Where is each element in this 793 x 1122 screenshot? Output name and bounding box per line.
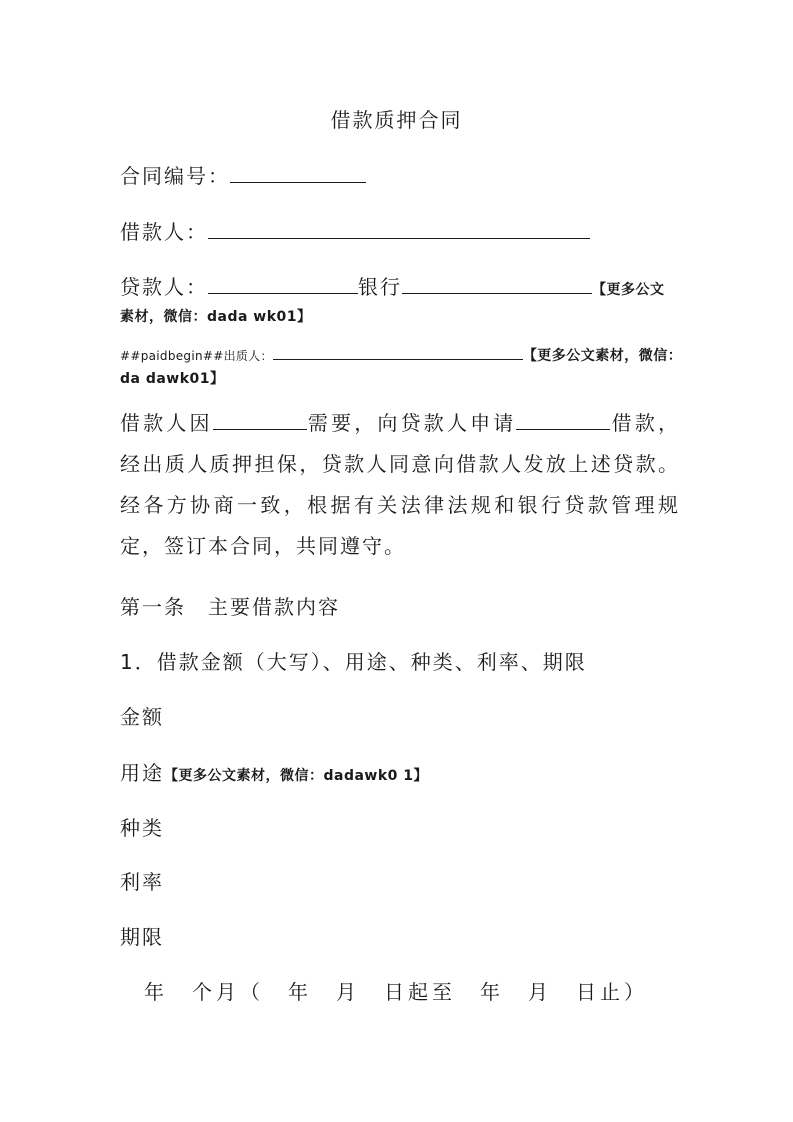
purpose-blank bbox=[213, 409, 307, 430]
lender-blank bbox=[208, 273, 358, 294]
article-1-heading: 第一条 主要借款内容 bbox=[120, 595, 340, 619]
bank-blank bbox=[402, 273, 592, 294]
pledger-row bbox=[120, 345, 682, 365]
contract-number-row bbox=[120, 160, 366, 189]
promo-note-2a: 【更多公文素材，微信： bbox=[522, 348, 683, 364]
loan-amount-blank bbox=[516, 409, 610, 430]
lender-row bbox=[120, 271, 665, 300]
borrower-label: 借款人： bbox=[120, 220, 208, 244]
bank-label: 银行 bbox=[358, 275, 402, 299]
promo-note-2b: da dawk01】 bbox=[120, 371, 225, 387]
intro-text-3: 借款，经出质人质押担保，贷款人同意向借款人发放上述贷款。经各方协商一致，根据有关法律法规和银行贷款管理规定，签订本合同，共同遵守。 bbox=[120, 411, 681, 558]
pledger-label: ##paidbegin##出质人： bbox=[120, 349, 273, 363]
type-label: 种类 bbox=[120, 816, 164, 840]
promo-note-3: 【更多公文素材，微信：dadawk0 1】 bbox=[164, 768, 429, 784]
promo-note-1a: 【更多公文 bbox=[592, 282, 665, 298]
intro-text-2: 需要，向贷款人申请 bbox=[306, 411, 517, 435]
contract-number-label: 合同编号： bbox=[120, 164, 230, 188]
document-title: 借款质押合同 bbox=[330, 108, 463, 132]
pledger-blank bbox=[273, 346, 523, 360]
purpose-label: 用途 bbox=[120, 761, 164, 785]
promo-note-1b: 素材，微信：dada wk01】 bbox=[120, 309, 312, 325]
term-date-line: 年 个月（ 年 月 日起至 年 月 日止） bbox=[144, 980, 648, 1004]
borrower-blank bbox=[208, 218, 590, 239]
intro-text-1: 借款人因 bbox=[120, 411, 213, 435]
borrower-row bbox=[120, 216, 590, 245]
rate-label: 利率 bbox=[120, 870, 164, 894]
lender-label: 贷款人： bbox=[120, 275, 208, 299]
amount-label: 金额 bbox=[120, 705, 164, 729]
intro-paragraph bbox=[120, 403, 680, 567]
term-label: 期限 bbox=[120, 925, 164, 949]
contract-number-blank bbox=[230, 162, 366, 183]
item-1-heading: 1．借款金额（大写）、用途、种类、利率、期限 bbox=[120, 650, 587, 674]
purpose-row bbox=[120, 757, 428, 786]
